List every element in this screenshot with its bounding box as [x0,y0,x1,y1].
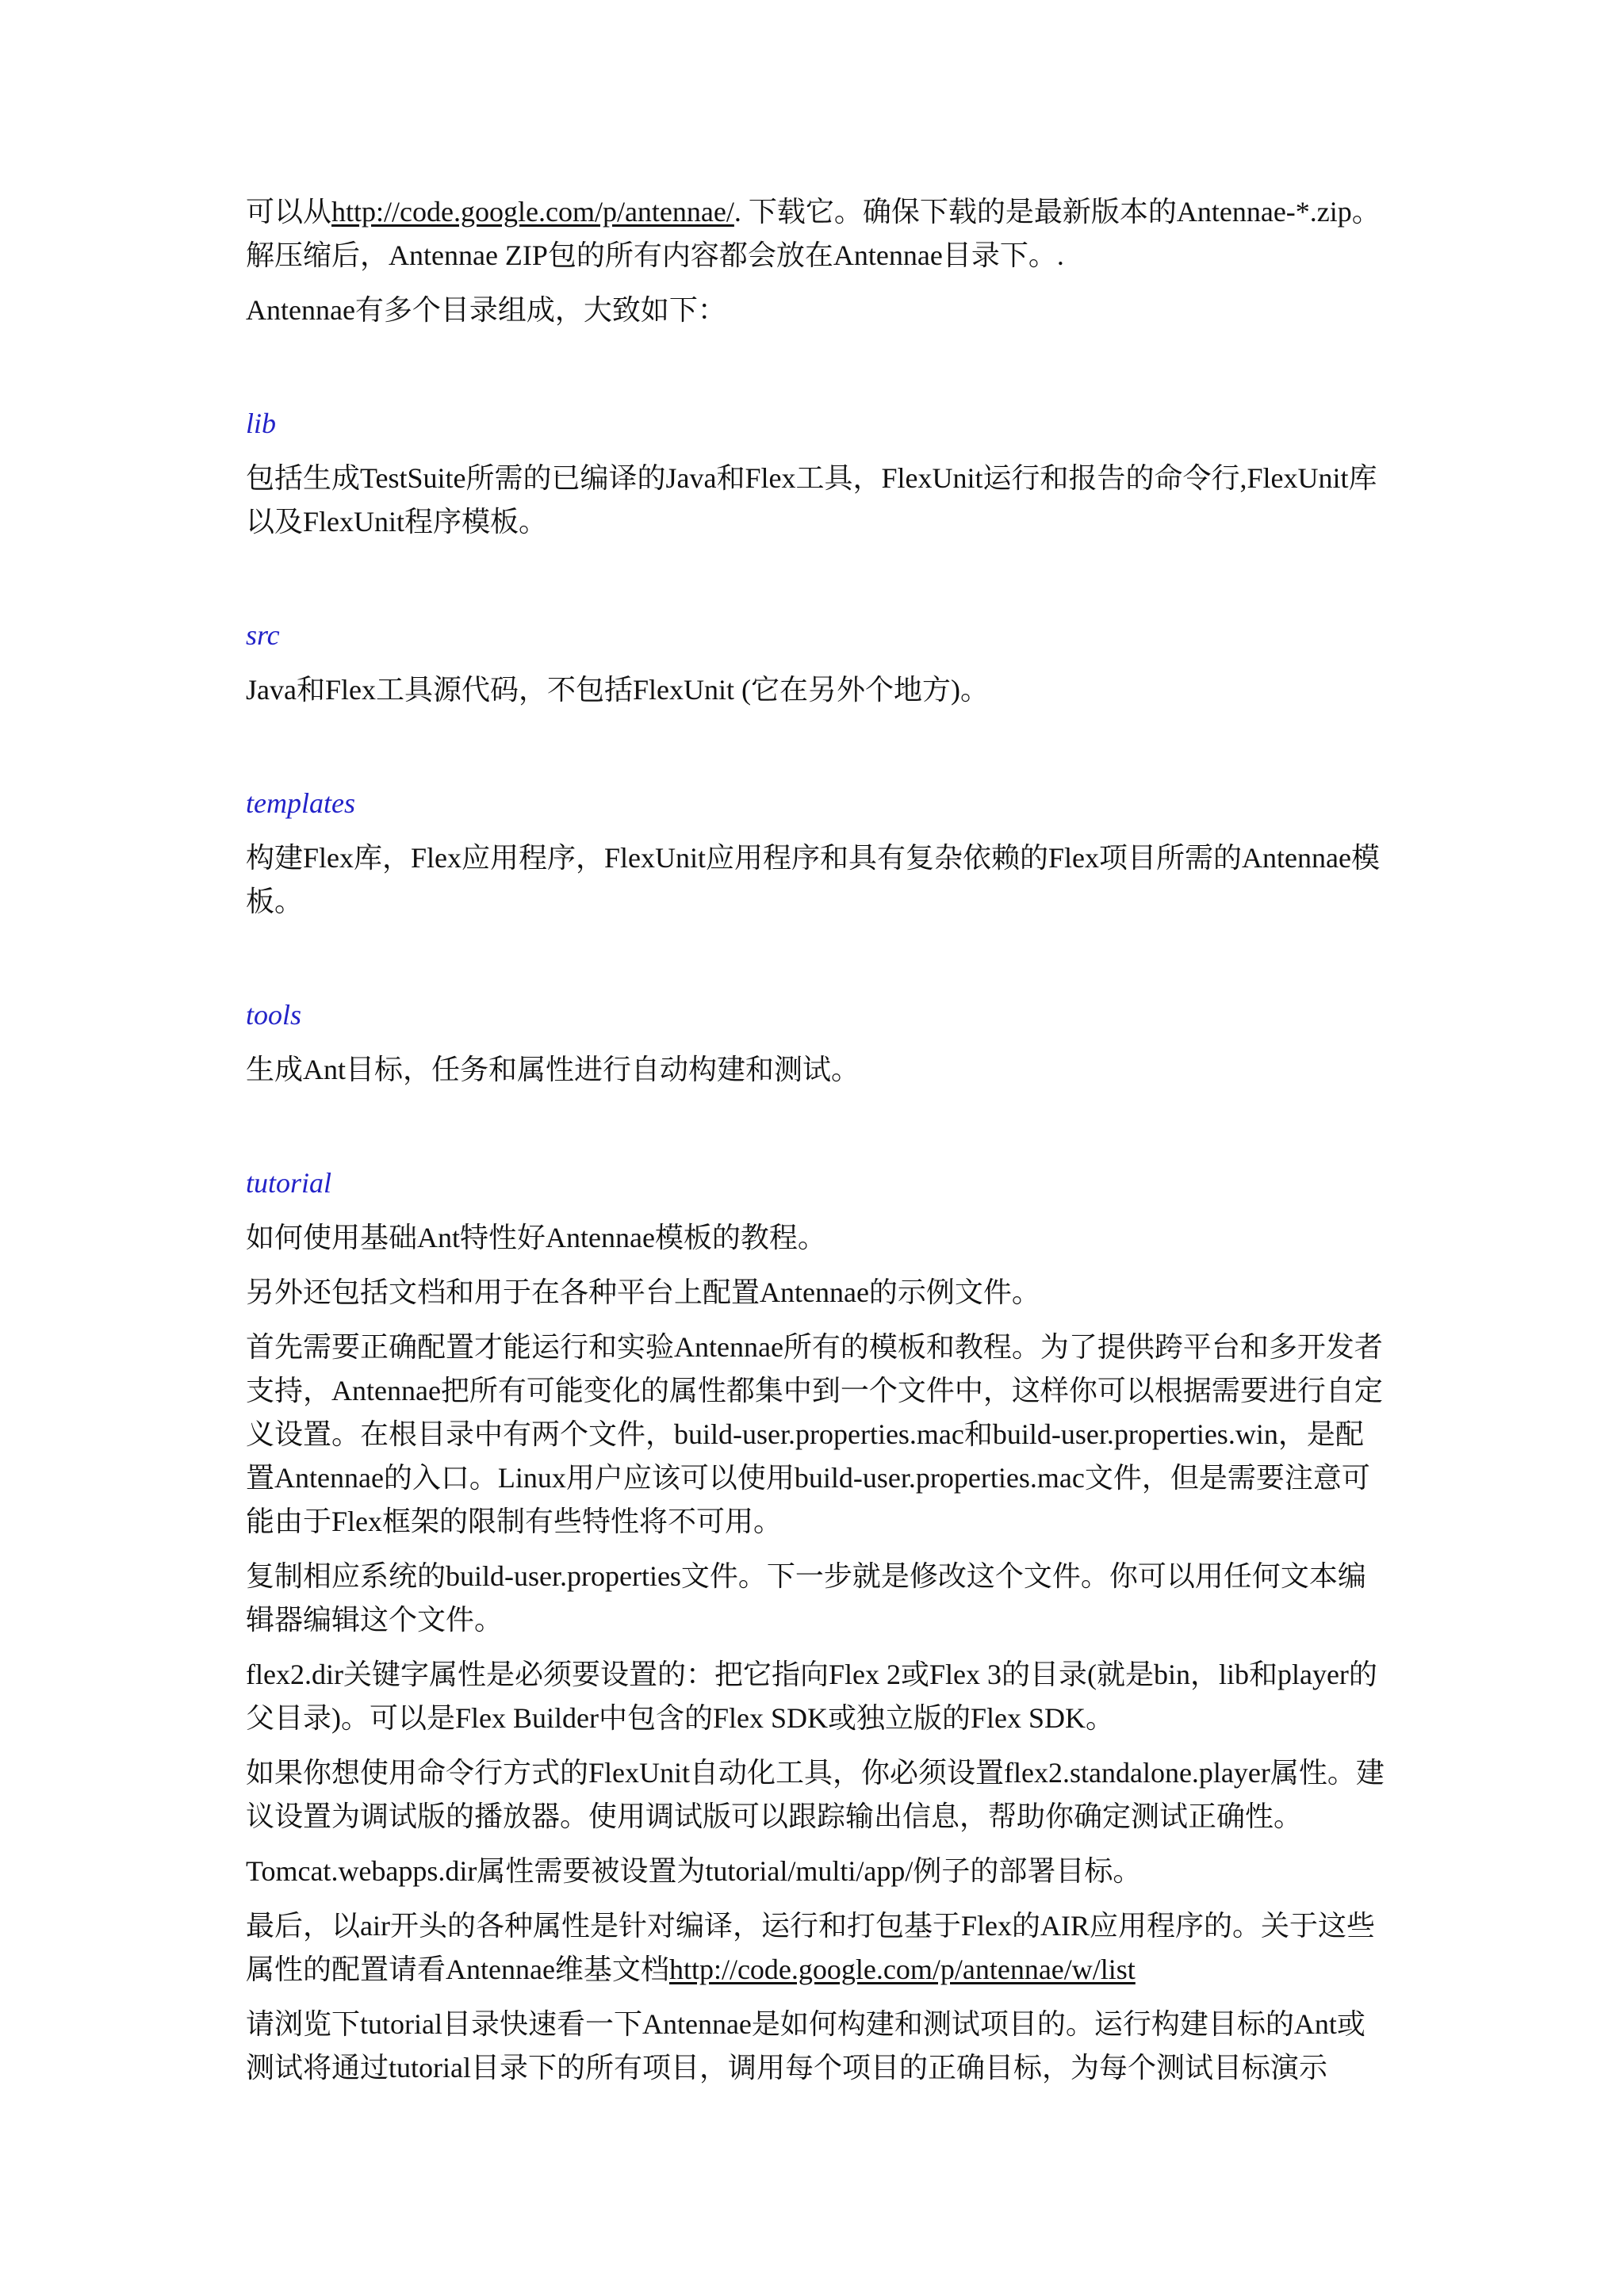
text-line: Java和Flex工具源代码，不包括FlexUnit (它在另外个地方)。 [246,674,989,706]
antennae-wiki-link[interactable]: http://code.google.com/p/antennae/w/list [668,1954,1136,1985]
intro-line-2: 解压缩后，Antennae ZIP包的所有内容都会放在Antennae目录下。. [246,239,1064,271]
paragraph-copy-properties [246,1555,1388,1642]
text-line: 父目录)。可以是Flex Builder中包含的Flex SDK或独立版的Flex SDK。 [246,1702,1115,1734]
section-body-tutorial [246,1216,1388,1260]
antennae-download-link[interactable]: http://code.google.com/p/antennae/ [331,196,734,228]
text-line: 测试将通过tutorial目录下的所有项目，调用每个项目的正确目标，为每个测试目标演示 [246,2052,1327,2084]
text-line: 首先需要正确配置才能运行和实验Antennae所有的模板和教程。为了提供跨平台和多开发者 [246,1331,1383,1363]
intro-directories-paragraph: Antennae有多个目录组成，大致如下： [246,294,726,326]
text-line: 复制相应系统的build-user.properties文件。下一步就是修改这个文件。你可以用任何文本编 [246,1560,1366,1592]
intro-text: . 下载它。确保下载的是最新版本的Antennae-*.zip。 [733,196,1381,228]
section-heading-tutorial: tutorial [246,1167,332,1199]
text-line: 板。 [246,886,304,917]
text-line: 如果你想使用命令行方式的FlexUnit自动化工具，你必须设置flex2.standalone.player属性。建 [246,1757,1385,1789]
section-body-templates [246,836,1388,924]
text-line: 义设置。在根目录中有两个文件，build-user.properties.mac和build-user.properties.win，是配 [246,1418,1364,1450]
intro-line-1 [246,190,1388,234]
text-line: 另外还包括文档和用于在各种平台上配置Antennae的示例文件。 [246,1276,1040,1308]
document-page [246,190,1388,2101]
text-line: flex2.dir关键字属性是必须要设置的：把它指向Flex 2或Flex 3的目录(就是bin，lib和player的 [246,1659,1377,1690]
text-line: 议设置为调试版的播放器。使用调试版可以跟踪输出信息，帮助你确定测试正确性。 [246,1800,1303,1832]
text-line [246,1948,1388,1992]
intro-paragraph [246,190,1388,277]
text-line: 生成Ant目标，任务和属性进行自动构建和测试。 [246,1054,860,1085]
text-line: 如何使用基础Ant特性好Antennae模板的教程。 [246,1222,826,1253]
text-line: 最后，以air开头的各种属性是针对编译，运行和打包基于Flex的AIR应用程序的。关于这些 [246,1910,1375,1942]
paragraph-config [246,1326,1388,1544]
paragraph-tutorial [246,2003,1388,2090]
section-heading-tools: tools [246,999,302,1031]
paragraph-flex2-dir [246,1653,1388,1740]
text-line: Tomcat.webapps.dir属性需要被设置为tutorial/multi/app/例子的部署目标。 [246,1855,1142,1887]
paragraph-standalone-player [246,1751,1388,1839]
section-body-tools [246,1048,1388,1092]
text-line: 支持，Antennae把所有可能变化的属性都集中到一个文件中，这样你可以根据需要进行自定 [246,1375,1383,1406]
section-heading-src: src [246,619,280,651]
text-line: 构建Flex库，Flex应用程序，FlexUnit应用程序和具有复杂依赖的Flex项目所需的Antennae模 [246,842,1380,874]
paragraph-tomcat [246,1850,1388,1893]
section-heading-templates: templates [246,787,355,819]
section-body-lib [246,457,1388,544]
text-line: 辑器编辑这个文件。 [246,1604,504,1636]
paragraph-air [246,1904,1388,1992]
text-line: 置Antennae的入口。Linux用户应该可以使用build-user.properties.mac文件，但是需要注意可 [246,1462,1370,1494]
text-line: 包括生成TestSuite所需的已编译的Java和Flex工具，FlexUnit运行和报告的命令行,FlexUnit库 [246,462,1377,494]
intro-text: 可以从 [246,196,332,228]
text-line: 能由于Flex框架的限制有些特性将不可用。 [246,1506,783,1537]
section-body-src [246,668,1388,712]
paragraph-docs [246,1271,1388,1314]
text-segment: 属性的配置请看Antennae维基文档 [246,1954,669,1985]
section-heading-lib: lib [246,408,277,439]
text-line: 请浏览下tutorial目录快速看一下Antennae是如何构建和测试项目的。运行构建目标的Ant或 [246,2008,1365,2040]
text-line: 以及FlexUnit程序模板。 [246,506,548,538]
